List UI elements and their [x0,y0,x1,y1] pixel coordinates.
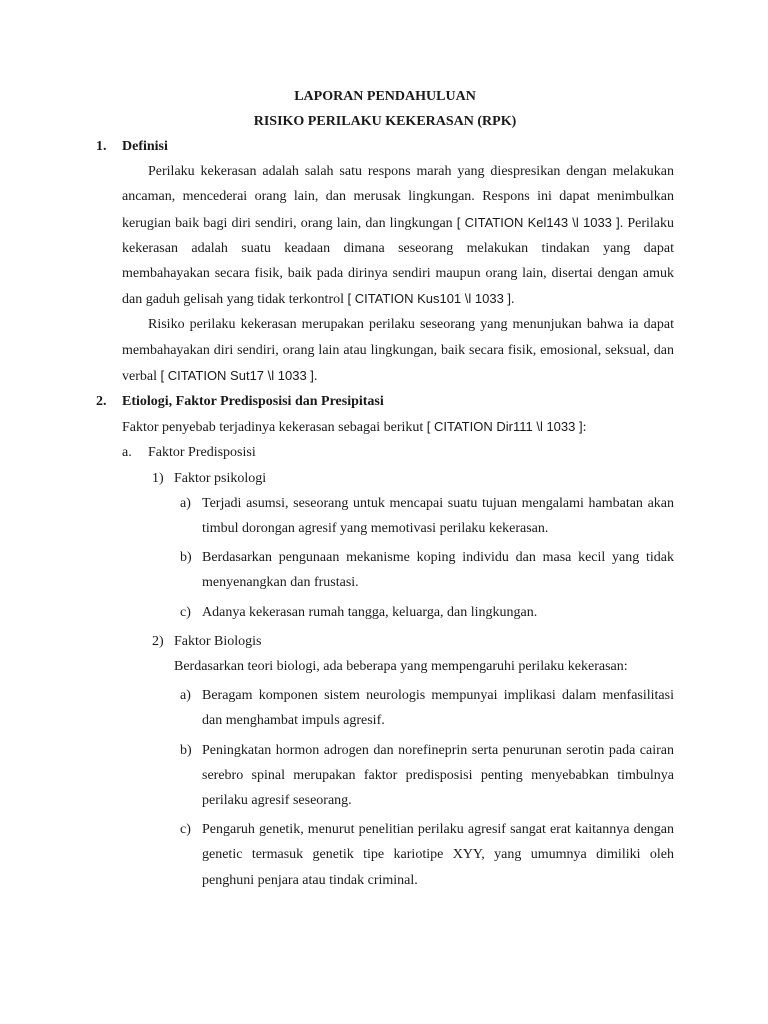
etiology-intro-text-a: Faktor penyebab terjadinya kekerasan sebagai berikut [122,420,427,436]
list-item-text: Adanya kekerasan rumah tangga, keluarga, dan lingkungan. [202,604,538,620]
list-item [96,545,674,595]
definition-p2-text-b: . [313,368,318,384]
section-1-heading-text: Definisi [122,139,168,154]
list-marker: c) [180,822,191,838]
list-item [96,817,674,893]
list-marker: 2) [152,633,164,649]
section-1-number: 1. [96,139,107,154]
section-1-heading [96,134,674,159]
etiology-intro [96,414,674,440]
list-marker: 1) [152,470,164,486]
definition-paragraph-1 [96,159,674,312]
list-item-label: Faktor Biologis [174,633,262,649]
list-item-faktor-predisposisi [96,440,674,465]
list-item-text: Berdasarkan pengunaan mekanisme koping individu dan masa kecil yang tidak menyenangkan dan frustasi. [202,550,674,591]
list-marker: a) [180,688,191,704]
list-marker: c) [180,604,191,620]
list-item-faktor-biologis [96,629,674,654]
list-item-label: Faktor Predisposisi [148,445,256,461]
list-marker: a. [122,445,132,461]
definition-paragraph-2 [96,312,674,389]
citation-kel143: [ CITATION Kel143 \l 1033 ] [456,214,620,230]
list-item [96,738,674,814]
definition-p1-text-a: Perilaku kekerasan adalah salah satu respons marah yang diespresikan dengan melakukan ancaman, mencederai orang lain, dan merusak lingkungan. Respons ini dapat menimbulkan kerugian baik bagi diri sendiri, orang lain, dan lingkungan [122,164,674,231]
list-marker: b) [180,742,192,758]
faktor-biologis-intro: Berdasarkan teori biologi, ada beberapa yang mempengaruhi perilaku kekerasan: [174,659,628,675]
list-marker: b) [180,550,192,566]
section-2-heading-text: Etiologi, Faktor Predisposisi dan Presipitasi [122,394,384,410]
etiology-intro-text-b: : [582,420,587,436]
citation-dir111: [ CITATION Dir111 \l 1033 ] [426,419,583,435]
document-title-line-2: RISIKO PERILAKU KEKERASAN (RPK) [253,114,517,129]
list-item [96,600,674,625]
definition-p1-text-c: . [511,292,515,308]
list-item [96,683,674,733]
list-item-text: Beragam komponen sistem neurologis mempunyai implikasi dalam menfasilitasi dan menghambat impuls agresif. [202,688,674,729]
definition-p1-text-b: . Perilaku kekerasan adalah suatu keadaan dimana seseorang melakukan tindakan yang dapat membahayakan secara fisik, baik pada dirinya sendiri maupun orang lain, disertai dengan amuk dan gaduh gelisah yang tidak terkontrol [122,215,674,308]
list-item [96,491,674,541]
section-2-heading [96,389,674,414]
list-item-label: Faktor psikologi [174,470,267,486]
list-item-text: Peningkatan hormon adrogen dan norefineprin serta penurunan serotin pada cairan serebro spinal merupakan faktor predisposisi penting menyebabkan timbulnya perilaku agresif seseorang. [202,742,674,809]
document-title-line-1: LAPORAN PENDAHULUAN [294,89,476,104]
list-item-text: Pengaruh genetik, menurut penelitian perilaku agresif sangat erat kaitannya dengan genetic termasuk genetik tipe kariotipe XYY, yang umumnya dimiliki oleh penghuni penjara atau tindak criminal. [202,822,674,888]
definition-p2-text-a: Risiko perilaku kekerasan merupakan perilaku seseorang yang menunjukan bahwa ia dapat membahayakan diri sendiri, orang lain atau lingkungan, baik secara fisik, emosional, seksual, dan verbal [122,317,674,384]
list-marker: a) [180,495,191,511]
list-item-text: Terjadi asumsi, seseorang untuk mencapai suatu tujuan mengalami hambatan akan timbul dorongan agresif yang memotivasi perilaku kekerasan. [202,495,674,537]
section-2-number: 2. [96,394,107,410]
list-item-faktor-psikologi [96,466,674,491]
citation-sut17: [ CITATION Sut17 \l 1033 ] [160,367,314,383]
citation-kus101: [ CITATION Kus101 \l 1033 ] [347,291,512,307]
